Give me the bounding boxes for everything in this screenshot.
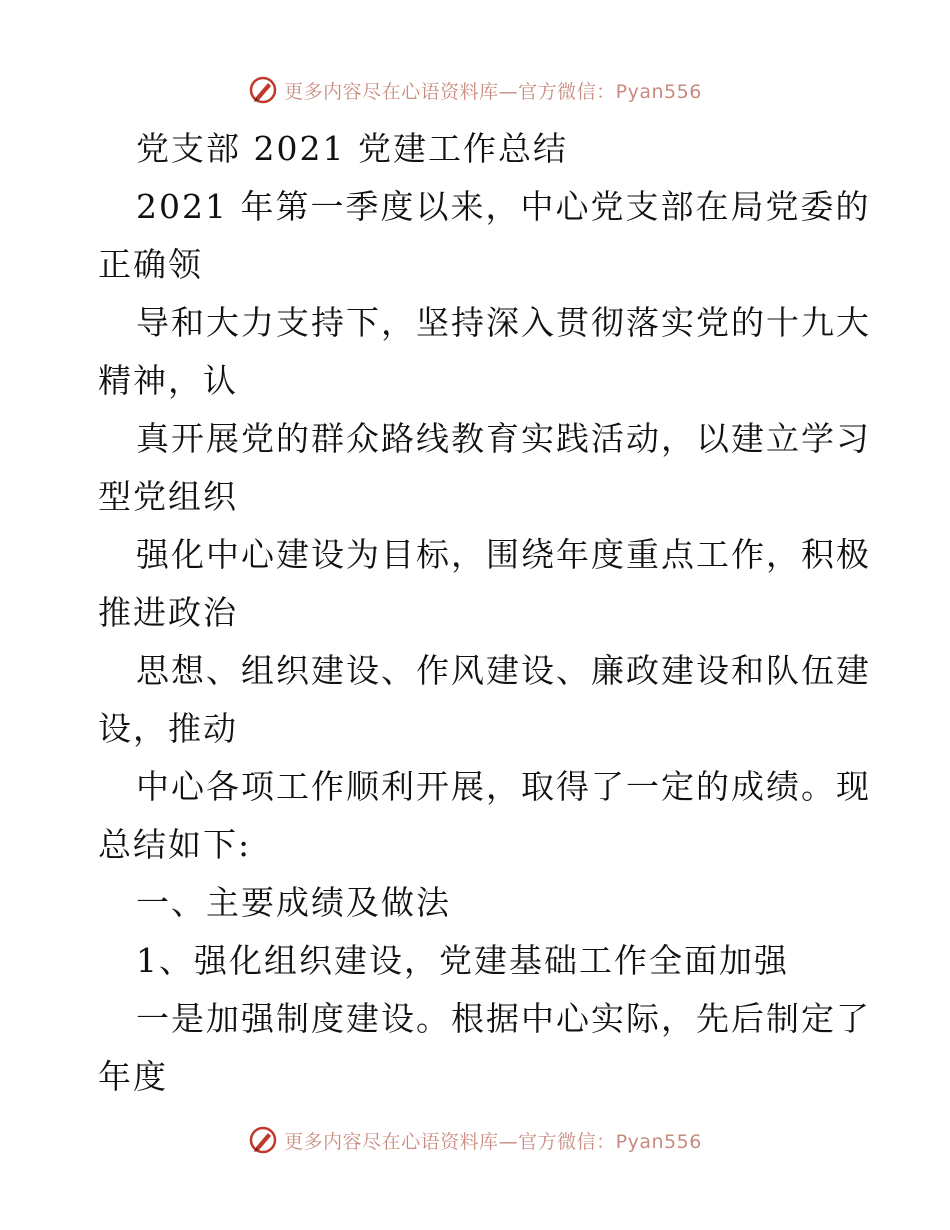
paragraph-line: 总结如下: xyxy=(98,825,252,864)
paragraph-line: 推进政治 xyxy=(98,593,238,632)
pen-logo-icon xyxy=(248,1125,278,1155)
paragraph-line: 型党组织 xyxy=(98,477,238,516)
paragraph-line: 2021 年第一季度以来，中心党支部在局党委的 xyxy=(136,187,871,226)
paragraph-line: 正确领 xyxy=(98,245,203,284)
document-body xyxy=(98,120,871,1106)
footer-watermark xyxy=(0,1120,950,1160)
subsection-heading: 1、强化组织建设，党建基础工作全面加强 xyxy=(136,941,789,980)
paragraph-line: 强化中心建设为目标，围绕年度重点工作，积极 xyxy=(136,535,871,574)
header-watermark xyxy=(0,70,950,110)
footer-watermark-text: 更多内容尽在心语资料库—官方微信：Pyan556 xyxy=(284,1130,702,1153)
pen-logo-icon xyxy=(248,75,278,105)
document-title: 党支部 2021 党建工作总结 xyxy=(136,129,568,168)
paragraph-line: 设，推动 xyxy=(98,709,238,748)
section-heading: 一、主要成绩及做法 xyxy=(136,883,451,922)
paragraph-line: 中心各项工作顺利开展，取得了一定的成绩。现 xyxy=(136,767,871,806)
paragraph-line: 年度 xyxy=(98,1057,168,1096)
paragraph-line: 思想、组织建设、作风建设、廉政建设和队伍建 xyxy=(136,651,871,690)
paragraph-line: 精神，认 xyxy=(98,361,238,400)
paragraph-line: 导和大力支持下，坚持深入贯彻落实党的十九大 xyxy=(136,303,871,342)
header-watermark-text: 更多内容尽在心语资料库—官方微信：Pyan556 xyxy=(284,80,702,103)
paragraph-line: 一是加强制度建设。根据中心实际，先后制定了 xyxy=(136,999,871,1038)
paragraph-line: 真开展党的群众路线教育实践活动，以建立学习 xyxy=(136,419,871,458)
